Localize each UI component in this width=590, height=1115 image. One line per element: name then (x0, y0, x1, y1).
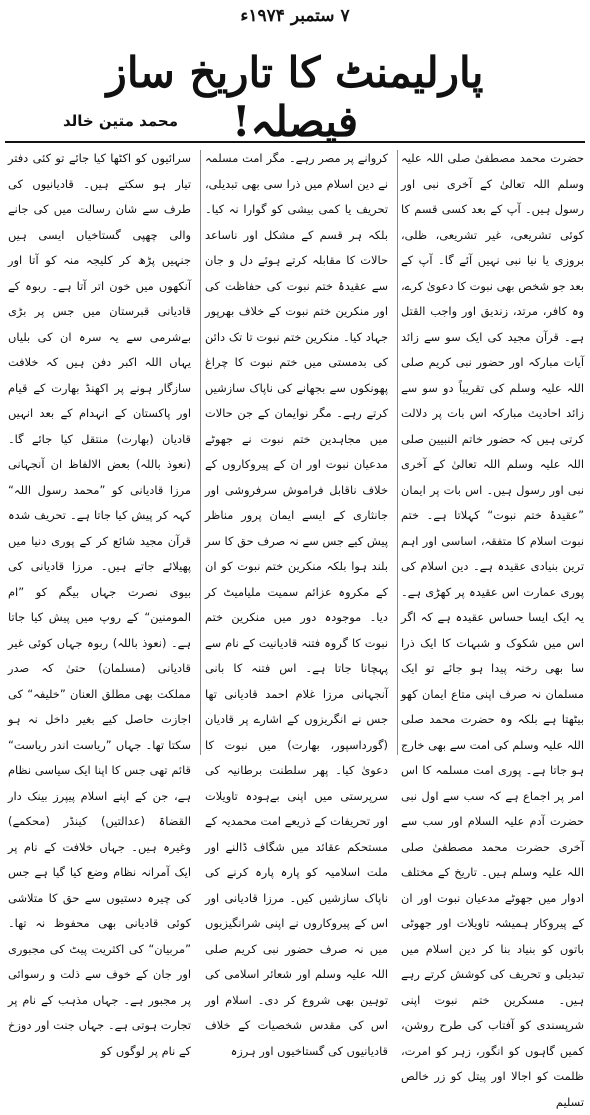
column-separator (397, 150, 398, 755)
column-separator (200, 150, 201, 755)
text-column-1 (401, 146, 584, 1109)
text-column-3 (8, 146, 191, 1058)
text-column-2 (205, 146, 388, 1058)
column-2-text: کروانے پر مصر رہے۔ مگر امت مسلمہ نے دین اسلام میں ذرا سی بھی تبدیلی، تحریف یا کمی بیشی کو گوارا نہ کیا۔ بلکہ ہر قسم کے مشکل اور ناساعد حالات کا مقابلہ کرتے ہوئے دل و جان سے عقیدۂ ختم نبوت کی حفاظت کی اور منکرین ختم نبوت کے خلاف بھرپور جہاد کیا۔ منکرین ختم نبوت تا تک دائن کی بدمستی میں ختم نبوت کا چراغ پھونکوں سے بجھانے کی ناپاک سازشیں کرتے رہے۔ مگر نوایمان کے جن حالات میں مجاہدین ختم نبوت نے جھوٹے مدعیان نبوت اور ان کے پیروکاروں کے خلاف ناقابل فراموش سرفروشی اور جانثاری کے ایسے ایمان پرور مناظر پیش کیے جس سے نہ صرف حق کا سر بلند ہوا بلکہ منکرین ختم نبوت کو ان کے مکروہ عزائم سمیت ملیامیٹ کر دیا۔ موجودہ دور میں منکرین ختم نبوت کا گروہ فتنہ قادیانیت کے نام سے پہچانا جاتا ہے۔ اس فتنہ کا بانی آنجہانی مرزا غلام احمد قادیانی تھا جس نے انگریزوں کے اشارے پر قادیان (گورداسپور، بھارت) میں نبوت کا دعویٰ کیا۔ پھر سلطنت برطانیہ کی سرپرستی میں اپنی بےہودہ تاویلات اور تحریفات کے ذریعے امت محمدیہ کے مستحکم عقائد میں شگاف ڈالنے اور ملت اسلامیہ کو پارہ پارہ کرنے کی ناپاک سازشیں کیں۔ مرزا قادیانی اور اس کے پیروکاروں نے اپنی شرانگیزیوں میں نہ صرف حضور نبی کریم صلی اللہ علیہ وسلم اور شعائر اسلامی کی توہین بھی شروع کر دی۔ اسلام اور اس کی مقدس شخصیات کے خلاف قادیانیوں کی گستاخیوں اور ہرزہ (205, 151, 388, 1058)
headline: پارلیمنٹ کا تاریخ ساز فیصلہ! (106, 48, 484, 146)
column-1-text: حضرت محمد مصطفیٰ صلی اللہ علیہ وسلم اللہ تعالیٰ کے آخری نبی اور رسول ہیں۔ آپ کے بعد کسی قسم کا کوئی تشریعی، غیر تشریعی، ظلی، بروزی یا نیا نبی نہیں آئے گا۔ آپ کے بعد جو شخص بھی نبوت کا دعویٰ کرے، وہ کافر، مرتد، زندیق اور واجب القتل ہے۔ قرآن مجید کی ایک سو سے زائد آیات مبارکہ اور حضور نبی کریم صلی اللہ علیہ وسلم کی تقریباً دو سو سے زائد احادیث مبارکہ اس بات پر دلالت کرتی ہیں کہ حضور خاتم النبیین صلی اللہ علیہ وسلم اللہ تعالیٰ کے آخری نبی اور رسول ہیں۔ اس بات پر ایمان ”عقیدۂ ختم نبوت“ کہلاتا ہے۔ ختم نبوت اسلام کا متفقہ، اساسی اور اہم ترین بنیادی عقیدہ ہے۔ دین اسلام کی پوری عمارت اس عقیدہ پر کھڑی ہے۔ یہ ایک ایسا حساس عقیدہ ہے کہ اگر اس میں شکوک و شبہات کا ایک ذرا سا بھی رخنہ پیدا ہو جائے تو ایک مسلمان نہ صرف اپنی متاع ایمان کھو بیٹھتا ہے بلکہ وہ حضرت محمد صلی اللہ علیہ وسلم کی امت سے بھی خارج ہو جاتا ہے۔ پوری امت مسلمہ کا اس امر پر اجماع ہے کہ سب سے اول نبی حضرت آدم علیہ السلام اور سب سے آخری حضرت محمد مصطفیٰ صلی اللہ علیہ وسلم ہیں۔ تاریخ کے مختلف ادوار میں جھوٹے مدعیان نبوت اور ان کے پیروکار ہمیشہ تاویلات اور جھوٹی باتوں کو بنیاد بنا کر دین اسلام میں تبدیلی و تحریف کی کوشش کرتے رہے ہیں۔ مسکرین ختم نبوت اپنی شرپسندی کو آفتاب کی طرح روشن، کمیں گاہوں کو انگور، زہر کو امرت، ظلمت کو اجالا اور پیتل کو زر خالص تسلیم (401, 151, 584, 1109)
byline: محمد متین خالد (62, 112, 178, 130)
column-3-text: سرائیوں کو اکٹھا کیا جائے تو کئی دفتر تیار ہو سکتے ہیں۔ قادیانیوں کی طرف سے شان رسالت میں کی جانے والی چھپی گستاخیاں ایسی ہیں جنہیں پڑھ کر کلیجہ منہ کو آتا اور آنکھوں میں خون اتر آتا ہے۔ ربوہ کے قادیانی قبرستان میں جس پر بڑی بےشرمی سے یہ سرہ ان کی بلیاں یہاں اللہ اکبر دفن ہیں کہ خلافت سازگار ہونے پر اکھنڈ بھارت کے قیام اور پاکستان کے انہدام کے بعد انہیں قادیان (بھارت) منتقل کیا جائے گا۔ (نعوذ باللہ) بعض الالفاظ ان آنجہانی مرزا قادیانی کو ”محمد رسول اللہ“ کہہ کر پیش کیا جاتا ہے۔ تحریف شدہ قرآن مجید شائع کر کے پوری دنیا میں پھیلائے جاتے ہیں۔ مرزا قادیانی کی بیوی نصرت جہاں بیگم کو ”ام المومنین“ کے روپ میں پیش کیا جاتا ہے۔ (نعوذ باللہ) ربوہ جہاں کوئی غیر قادیانی (مسلمان) حتیٰ کہ صدر مملکت بھی مطلق العنان ”خلیفہ“ کی اجازت حاصل کیے بغیر داخل نہ ہو سکتا تھا۔ جہاں ”ریاست اندر ریاست“ قائم تھی جس کا اپنا ایک سیاسی نظام ہے، جن کے اپنے اسلام پیپرز بینک دار القضاۃ (عدالتیں) کینڈر (محکمے) وغیرہ ہیں۔ جہاں خلافت کے نام پر ایک آمرانہ نظام وضع کیا گیا ہے جس کی چیرہ دستیوں سے حق کا متلاشی کوئی قادیانی بھی محفوظ نہ تھا۔ ”مربیان“ کی اکثریت پیٹ کی مجبوری اور جان کے خوف سے ذلت و رسوائی پر مجبور ہے۔ جہاں مذہب کے نام پر تجارت ہوتی ہے۔ جہاں جنت اور دوزخ کے نام پر لوگوں کو (8, 151, 191, 1058)
header-rule (5, 141, 585, 143)
article-date: ۷ ستمبر ۱۹۷۴ء (240, 6, 350, 26)
